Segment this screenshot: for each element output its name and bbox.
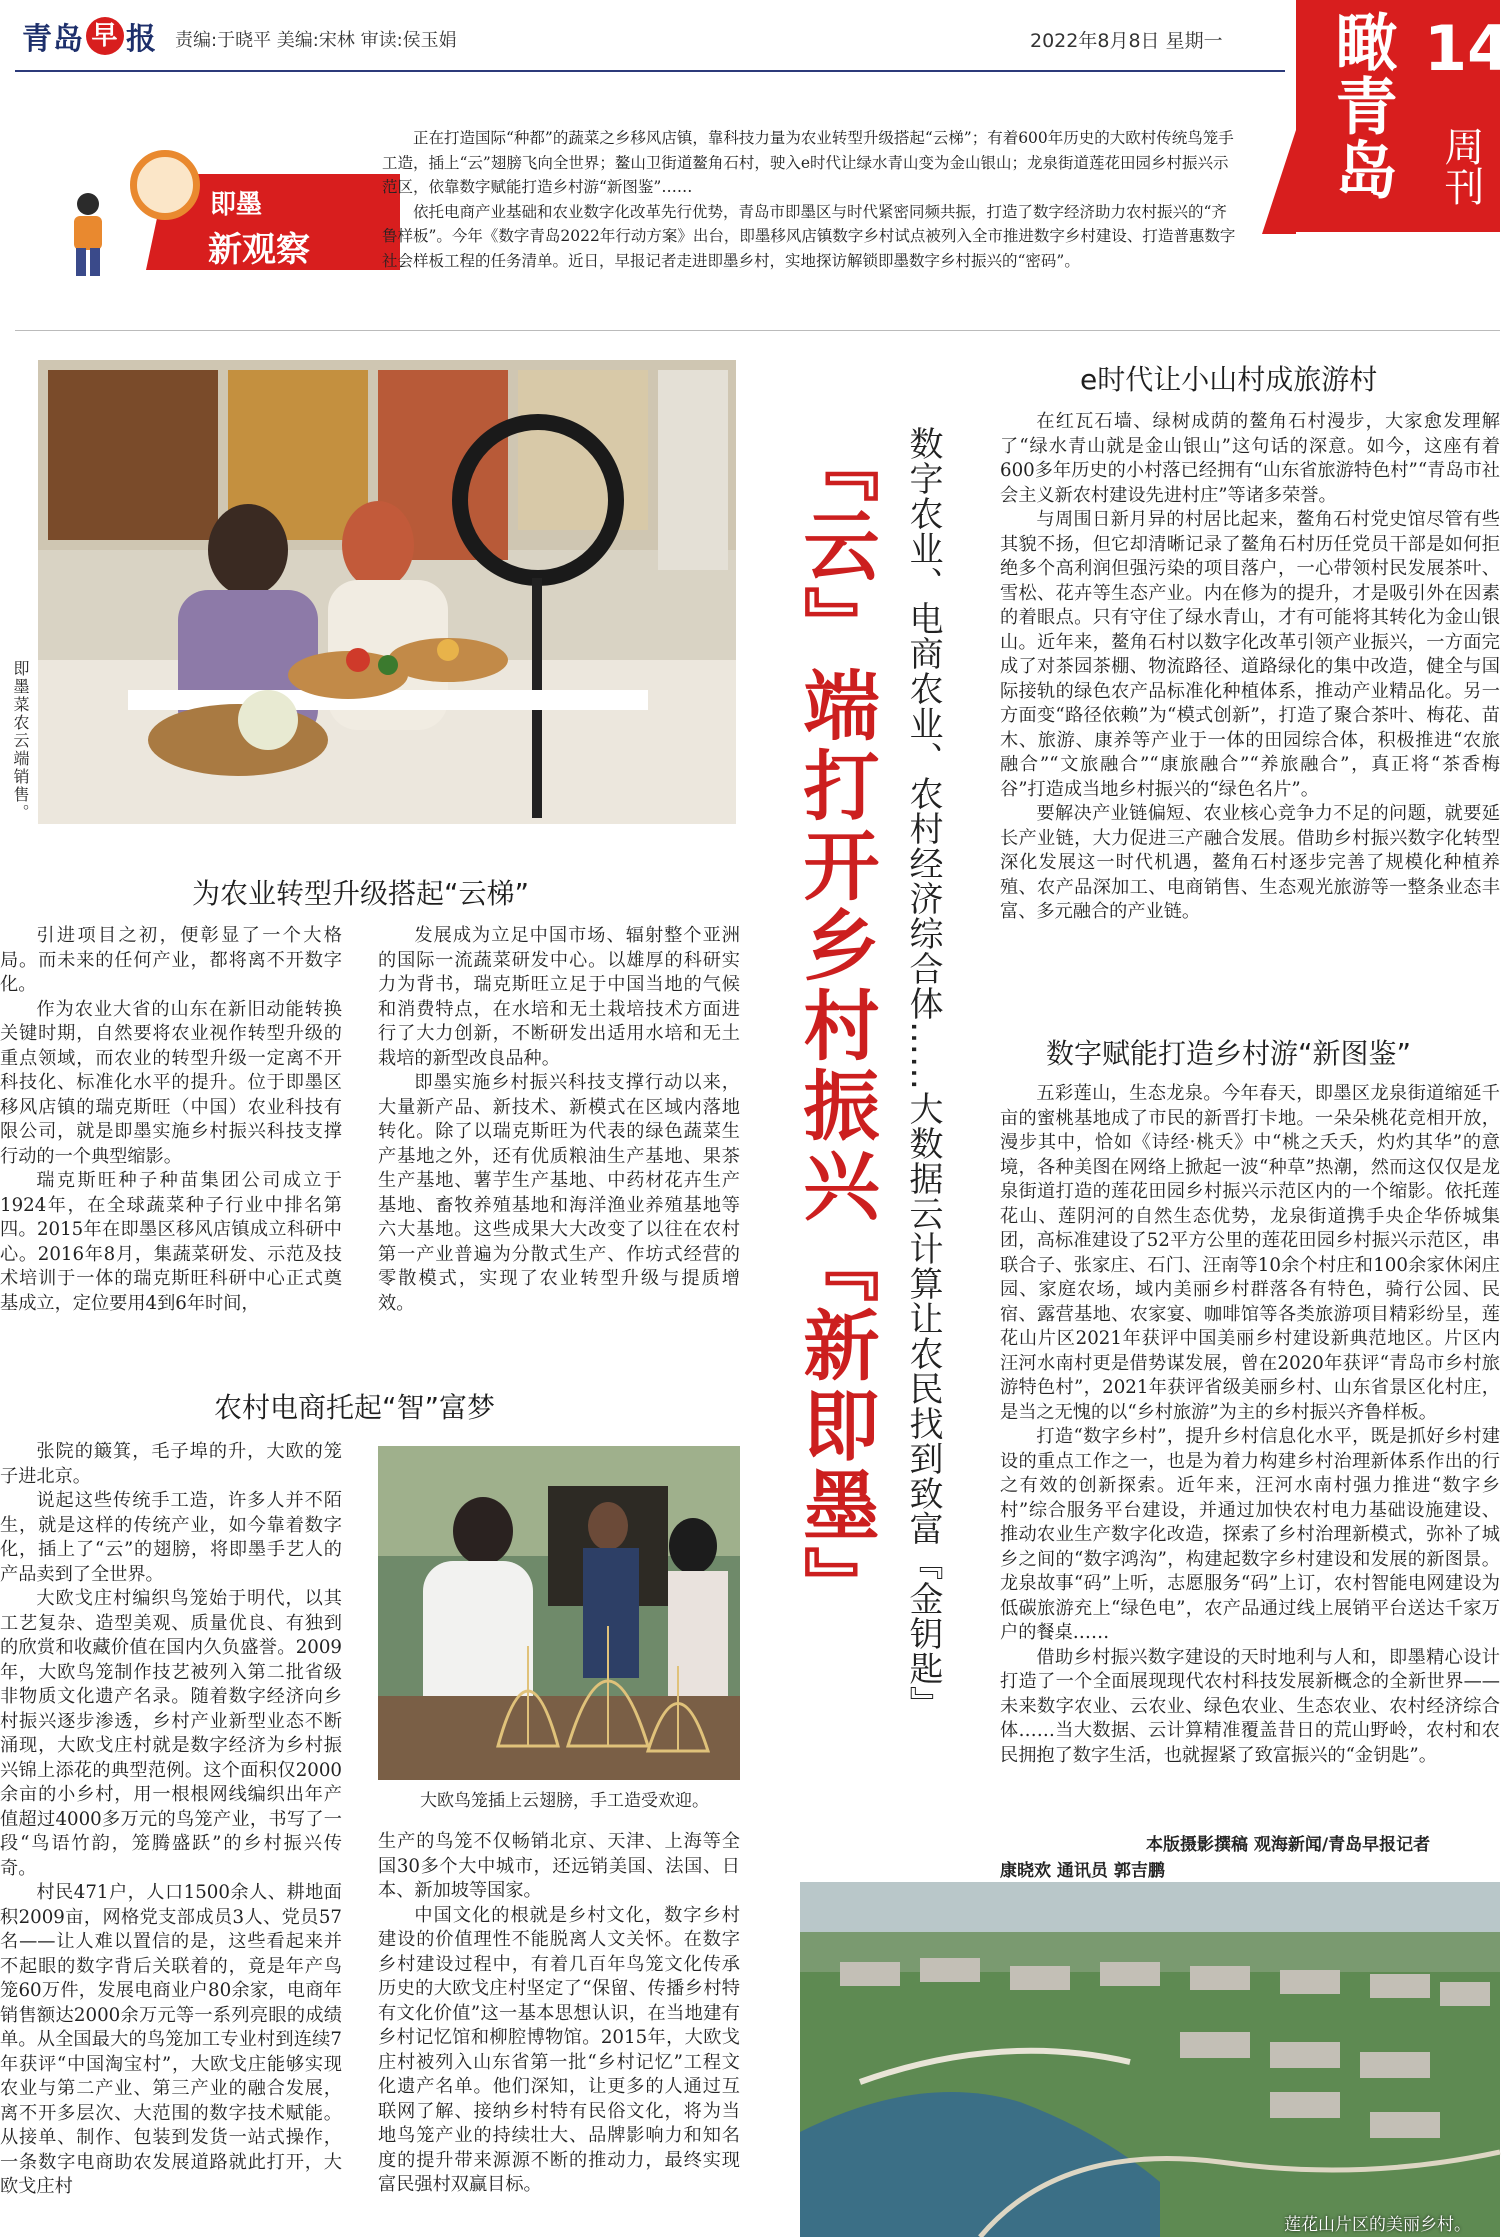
section-divider	[15, 330, 1500, 331]
section2-column-1	[0, 1440, 342, 2200]
lead-p2: 依托电商产业基础和农业数字化改革先行优势，青岛市即墨区与时代紧密同频共振，打造了数字经济助力农村振兴的“齐鲁样板”。今年《数字青岛2022年行动方案》出台，即墨移风店镇数字乡村试点被列入全市推进数字乡村建设、打造普惠数字社会样板工程的任务清单。近日，早报记者走进即墨乡村，实地探访解锁即墨数字乡村振兴的“密码”。	[382, 202, 1236, 270]
s1c2-p1: 发展成为立足中国市场、辐射整个亚洲的国际一流蔬菜研发中心。以雄厚的科研实力为背书，瑞克斯旺立足于中国当地的气候和消费特点，在水培和无土栽培技术方面进行了大力创新，不断研发出适用水培和无土栽培的新型改良品种。	[378, 925, 740, 1069]
photo-livestream-sales	[38, 360, 736, 824]
masthead-title: 瞰青岛	[1325, 10, 1398, 202]
s4-p3: 借助乡村振兴数字建设的天时地利与人和，即墨精心设计打造了一个全面展现现代农村科技发展新概念的全新世界——未来数字农业、云农业、绿色农业、生态农业、农村经济综合体……当大数据、云计算精准覆盖昔日的荒山野岭，农村和农民拥抱了数字生活，也就握紧了致富振兴的“金钥匙”。	[1000, 1646, 1500, 1766]
section1-column-2	[378, 924, 740, 1316]
section1-column-1	[0, 924, 342, 1316]
lead-p1: 正在打造国际“种都”的蔬菜之乡移风店镇，靠科技力量为农业转型升级搭起“云梯”；有着600年历史的大欧村传统鸟笼手工造，插上“云”翅膀飞向全世界；鳌山卫街道鳌角石村，驶入e时代让绿水青山变为金山银山；龙泉街道莲花田园乡村振兴示范区，依靠数字赋能打造乡村游“新图鉴”……	[382, 129, 1234, 196]
photo-village-aerial	[800, 1882, 1500, 2237]
s3-p2: 与周围日新月异的村居比起来，鳌角石村党史馆尽管有些其貌不扬，但它却清晰记录了鳌角石村历任党员干部是如何拒绝多个高利润但强污染的项目落户，一心带领村民发展茶叶、雪松、花卉等生态产业。内在修为的提升，才是吸引外在因素的着眼点。只有守住了绿水青山，才有可能将其转化为金山银山。近年来，鳌角石村以数字化改革引领产业振兴，一方面完成了对茶园茶棚、物流路径、道路绿化的集中改造，健全与国际接轨的绿色农产品标准化种植体系，推动产业精品化。另一方面变“路径依赖”为“模式创新”，打造了聚合茶叶、梅花、苗木、旅游、康养等产业于一体的田园综合体，积极推进“农旅融合”“文旅融合”“康旅融合”“养旅融合”，真正将“茶香梅谷”打造成当地乡村振兴的“绿色名片”。	[1000, 509, 1500, 800]
s1c2-p2: 即墨实施乡村振兴科技支撑行动以来，大量新产品、新技术、新模式在区域内落地转化。除了以瑞克斯旺为代表的绿色蔬菜生产基地之外，还有优质粮油生产基地、果茶生产基地、薯芋生产基地、中药材花卉生产基地、畜牧养殖基地和海洋渔业养殖基地等六大基地。这些成果大大改变了以往在农村第一产业普遍为分散式生产、作坊式经营的零散模式，实现了农业转型升级与提质增效。	[378, 1072, 740, 1314]
s2c2-p2: 中国文化的根就是乡村文化，数字乡村建设的价值理性不能脱离人文关怀。在数字乡村建设过程中，有着几百年鸟笼文化传承历史的大欧戈庄村坚定了“保留、传播乡村特有文化价值”这一基本思想认识，在当地建有乡村记忆馆和柳腔博物馆。2015年，大欧戈庄村被列入山东省第一批“乡村记忆”工程文化遗产名单。他们深知，让更多的人通过互联网了解、接纳乡村特有民俗文化，将为当地鸟笼产业的持续壮大、品牌影响力和知名度的提升带来源源不断的推动力，最终实现富民强村双赢目标。	[378, 1904, 740, 2195]
section-masthead	[1296, 0, 1510, 232]
sub-headline: 数字农业、电商农业、农村经济综合体……大数据云计算让农民找到致富『金钥匙』	[903, 426, 943, 1721]
section4-body	[1000, 1082, 1500, 1768]
s1c1-p3: 瑞克斯旺种子种苗集团公司成立于1924年，在全球蔬菜种子行业中排名第四。2015年在即墨区移风店镇成立科研中心。2016年8月，集蔬菜研发、示范及技术培训于一体的瑞克斯旺科研中心正式奠基成立，定位要用4到6年时间，	[0, 1170, 342, 1314]
logo-zao-circle: 早	[86, 17, 124, 55]
section2-column-2	[378, 1830, 740, 2198]
section4-heading: 数字赋能打造乡村游“新图鉴”	[1046, 1037, 1412, 1070]
page-number: 14	[1424, 12, 1510, 85]
masthead-weekly: 周刊	[1438, 126, 1484, 206]
photo-credit: 本版摄影撰稿 观海新闻/青岛早报记者	[1146, 1835, 1431, 1855]
column-badge	[50, 150, 350, 278]
s2c1-p4: 村民471户，人口1500余人、耕地面积2009亩，网格党支部成员3人、党员57名——让人难以置信的是，这些看起来并不起眼的数字背后关联着的，竟是年产鸟笼60万件，发展电商业户80余家，电商年销售额达2000余万元等一系列亮眼的成绩单。从全国最大的鸟笼加工专业村到连续7年获评“中国淘宝村”，大欧戈庄能够实现农业与第二产业、第三产业的融合发展，离不开多层次、大范围的数字技术赋能。从接单、制作、包装到发货一站式操作，一条数字电商助农发展道路就此打开，大欧戈庄村	[0, 1882, 342, 2197]
s3-p1: 在红瓦石墙、绿树成荫的鳌角石村漫步，大家愈发理解了“绿水青山就是金山银山”这句话的深意。如今，这座有着600多年历史的小村落已经拥有“山东省旅游特色村”“青岛市社会主义新农村建设先进村庄”等诸多荣誉。	[1000, 411, 1500, 506]
section1-heading: 为农业转型升级搭起“云梯”	[192, 877, 530, 910]
reporter-figure-icon	[60, 190, 116, 278]
header-rule	[15, 70, 1285, 72]
editor-credits: 责编:于晓平 美编:宋林 审读:侯玉娟	[175, 30, 457, 51]
s2c1-p2: 说起这些传统手工造，许多人并不陌生，就是这样的传统产业，如今靠着数字化，插上了“云”的翅膀，将即墨手艺人的产品卖到了全世界。	[0, 1490, 342, 1585]
section3-heading: e时代让小山村成旅游村	[1080, 363, 1378, 396]
photo3-caption: 莲花山片区的美丽乡村。	[1284, 2215, 1471, 2235]
s3-p3: 要解决产业链偏短、农业核心竞争力不足的问题，就要延长产业链，大力促进三产融合发展。借助乡村振兴数字化转型深化发展这一时代机遇，鳌角石村逐步完善了规模化种植养殖、农产品深加工、电商销售、生态观光旅游等一整条业态丰富、多元融合的产业链。	[1000, 803, 1500, 922]
s2c2-p1: 生产的鸟笼不仅畅销北京、天津、上海等全国30多个大中城市，还远销美国、法国、日本、新加坡等国家。	[378, 1831, 740, 1901]
s4-p1: 五彩莲山，生态龙泉。今年春天，即墨区龙泉街道缩延千亩的蜜桃基地成了市民的新晋打卡地。一朵朵桃花竞相开放，漫步其中，恰如《诗经·桃夭》中“桃之夭夭，灼灼其华”的意境，各种美图在网络上掀起一波“种草”热潮，然而这仅仅是龙泉街道打造的莲花田园乡村振兴示范区内的一个缩影。依托莲花山、莲阴河的自然生态优势，龙泉街道携手央企华侨城集团，高标准建设了52平方公里的莲花田园乡村振兴示范区，串联合子、张家庄、石门、汪南等10余个村庄和100余家休闲庄园、家庭农场，域内美丽乡村群落各有特色，骑行公园、民宿、露营基地、农家宴、咖啡馆等各类旅游项目精彩纷呈，莲花山片区2021年获评中国美丽乡村建设新典范地区。片区内汪河水南村更是借势谋发展，曾在2020年获评“青岛市乡村旅游特色村”，2021年获评省级美丽乡村、山东省景区化村庄，是当之无愧的以“乡村旅游”为主的乡村振兴齐鲁样板。	[1000, 1083, 1500, 1423]
s2c1-p3: 大欧戈庄村编织鸟笼始于明代，以其工艺复杂、造型美观、质量优良、有独到的欣赏和收藏价值在国内久负盛誉。2009年，大欧鸟笼制作技艺被列入第二批省级非物质文化遗产名录。随着数字经济向乡村振兴逐步渗透，乡村产业新型业态不断涌现，大欧戈庄村就是数字经济为乡村振兴锦上添花的典型范例。这个面积仅2000余亩的小乡村，用一根根网线编织出年产值超过4000多万元的鸟笼产业，书写了一段“鸟语竹韵，笼腾盛跃”的乡村振兴传奇。	[0, 1588, 342, 1879]
photo2-caption: 大欧鸟笼插上云翅膀，手工造受欢迎。	[420, 1791, 709, 1811]
section2-heading: 农村电商托起“智”富梦	[214, 1391, 496, 1424]
s1c1-p1: 引进项目之初，便彰显了一个大格局。而未来的任何产业，都将离不开数字化。	[0, 925, 342, 995]
s2c1-p1: 张院的簸箕，毛子埠的升，大欧的笼子进北京。	[0, 1441, 342, 1487]
logo-text-right: 报	[126, 22, 157, 57]
photo1-caption: 即墨菜农云端销售。	[11, 660, 30, 822]
newspaper-logo	[22, 14, 157, 58]
photo-birdcage-craft	[378, 1446, 740, 1780]
section3-body	[1000, 410, 1500, 925]
badge-line2: 新观察	[208, 230, 310, 270]
magnifier-icon	[130, 150, 200, 220]
logo-text-left: 青岛	[22, 22, 84, 57]
badge-line1: 即墨	[210, 190, 263, 220]
lead-paragraph	[382, 126, 1242, 273]
issue-date: 2022年8月8日 星期一	[1030, 30, 1223, 52]
masthead-accent-shape	[1262, 130, 1296, 234]
s4-p2: 打造“数字乡村”，提升乡村信息化水平，既是抓好乡村建设的重点工作之一，也是为着力构建乡村治理新体系作出的行之有效的创新探索。近年来，汪河水南村强力推进“数字乡村”综合服务平台建设，并通过加快农村电力基础设施建设、推动农业生产数字化改造，探索了乡村治理新模式，弥补了城乡之间的“数字鸿沟”，构建起数字乡村建设和发展的新图景。龙泉故事“码”上听，志愿服务“码”上订，农村智能电网建设为低碳旅游充上“绿色电”，农产品通过线上展销平台送达千家万户的餐桌……	[1000, 1426, 1500, 1643]
reporter-credit: 康晓欢 通讯员 郭吉鹏	[1000, 1861, 1165, 1881]
s1c1-p2: 作为农业大省的山东在新旧动能转换关键时期，自然要将农业视作转型升级的重点领域，而农业的转型升级一定离不开科技化、标准化水平的提升。位于即墨区移风店镇的瑞克斯旺（中国）农业科技有限公司，就是即墨实施乡村振兴科技支撑行动的一个典型缩影。	[0, 998, 342, 1167]
main-headline: 『云』端打开乡村振兴『新即墨』	[791, 426, 880, 1626]
